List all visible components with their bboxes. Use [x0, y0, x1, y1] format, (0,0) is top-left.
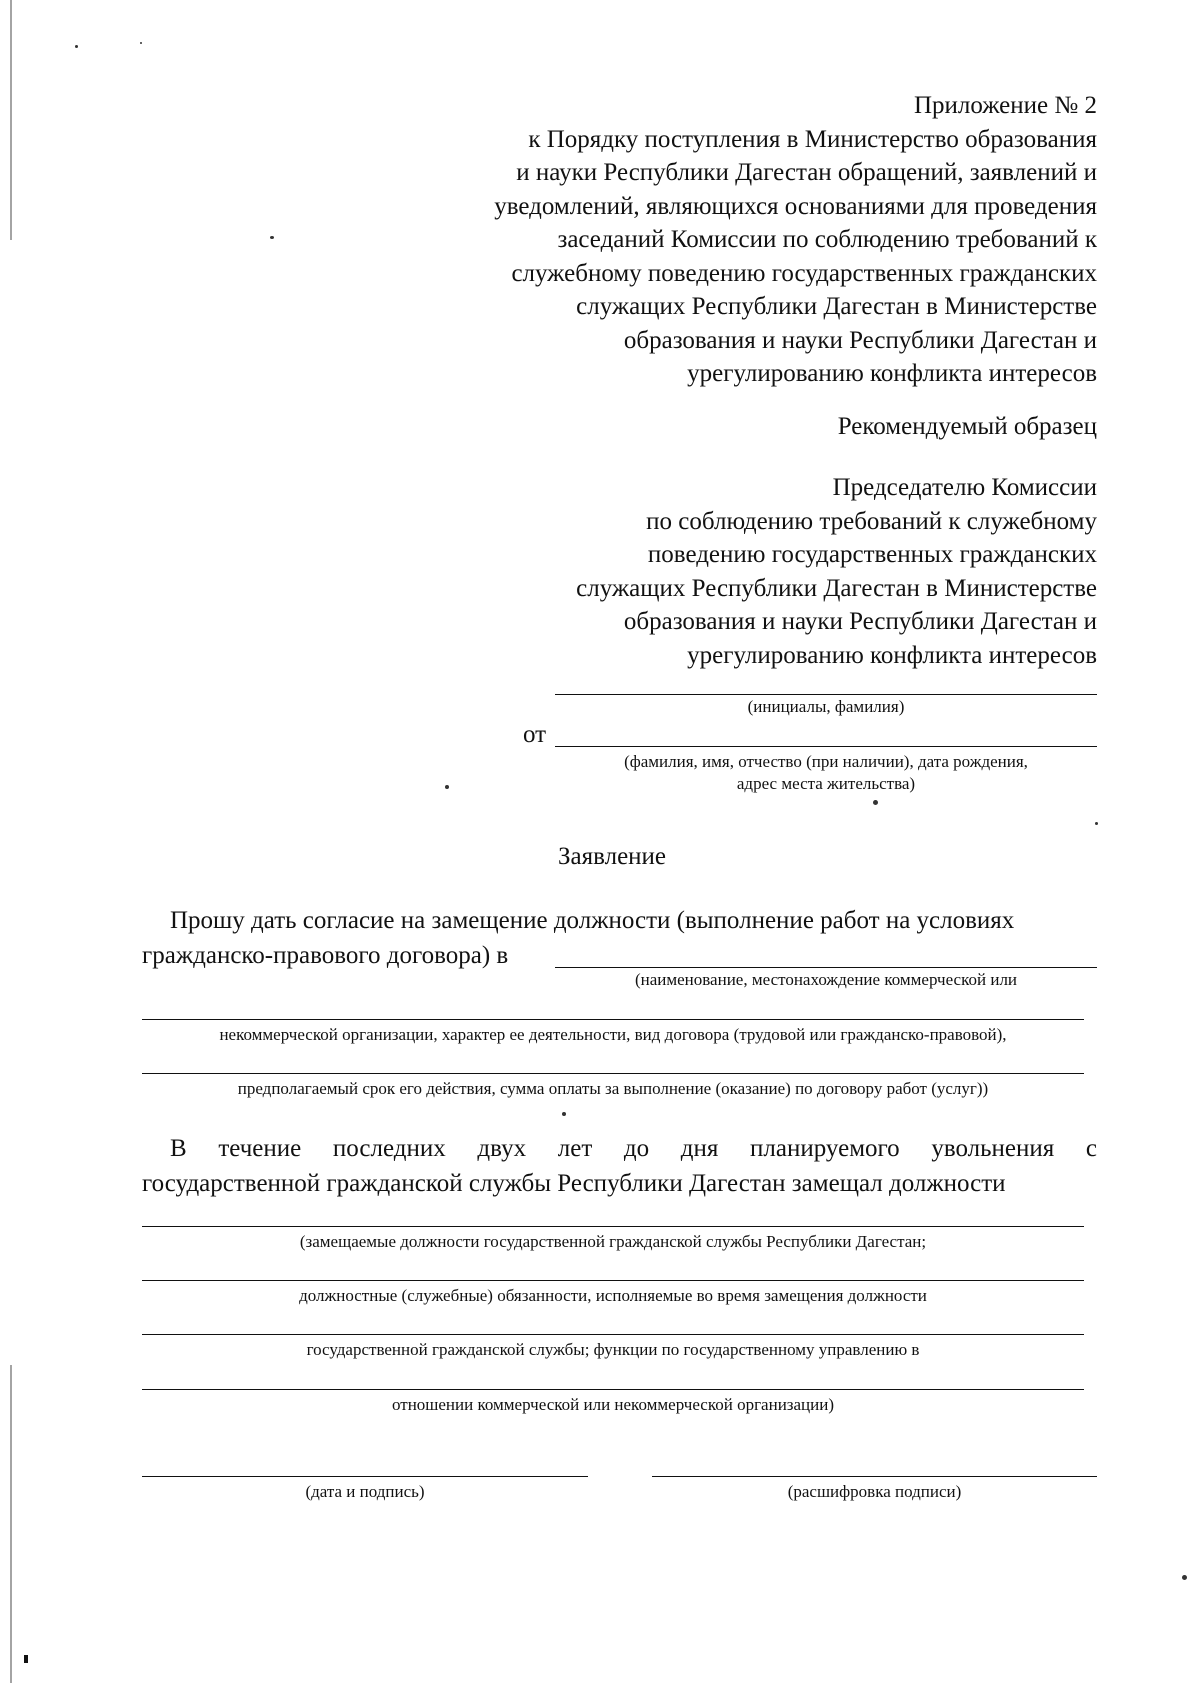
signature-decode-line[interactable]	[652, 1476, 1097, 1477]
request-caption-1: (наименование, местонахождение коммерческой или	[634, 970, 1018, 989]
scan-edge-lower	[10, 1365, 12, 1683]
addressee-line: образования и науки Республики Дагестан и	[623, 608, 1097, 635]
appendix-line: образования и науки Республики Дагестан и	[623, 326, 1097, 354]
positions-blank-line-1[interactable]	[142, 1226, 1084, 1227]
positions-blank-line-4[interactable]	[142, 1389, 1084, 1390]
from-caption-line1: (фамилия, имя, отчество (при наличии), дата рождения,	[624, 752, 1028, 771]
appendix-line: к Порядку поступления в Министерство образования	[528, 125, 1097, 153]
service-caption-4: отношении коммерческой или некоммерческой организации)	[391, 1395, 835, 1414]
request-caption-2: некоммерческой организации, характер ее деятельности, вид договора (трудовой или гражданско-правовой),	[219, 1025, 1007, 1044]
scan-speck	[140, 42, 142, 44]
service-caption-1: (замещаемые должности государственной гражданской службы Республики Дагестан;	[299, 1232, 927, 1251]
appendix-line: уведомлений, являющихся основаниями для проведения	[494, 192, 1097, 220]
organization-blank-line-3[interactable]	[142, 1073, 1084, 1074]
scan-speck	[562, 1112, 566, 1116]
initials-caption: (инициалы, фамилия)	[747, 697, 905, 716]
scan-speck	[1095, 822, 1098, 825]
organization-blank-line[interactable]	[555, 967, 1097, 968]
scan-speck	[24, 1655, 28, 1663]
service-caption-2: должностные (служебные) обязанности, исполняемые во время замещения должности	[299, 1286, 927, 1305]
scan-speck	[270, 236, 274, 239]
scan-speck	[75, 45, 78, 48]
addressee-line: служащих Республики Дагестан в Министерстве	[576, 574, 1097, 602]
appendix-line: урегулированию конфликта интересов	[687, 360, 1097, 387]
appendix-line: заседаний Комиссии по соблюдению требований к	[557, 226, 1097, 253]
scan-speck	[445, 785, 449, 789]
from-caption-line2: адрес места жительства)	[736, 774, 916, 793]
recommended-text: Рекомендуемый образец	[837, 413, 1097, 440]
scan-edge-upper	[10, 0, 12, 240]
document-heading: Заявление	[558, 843, 667, 870]
positions-blank-line-3[interactable]	[142, 1334, 1084, 1335]
service-caption-3: государственной гражданской службы; функции по государственному управлению в	[306, 1340, 920, 1359]
request-line-1: Прошу дать согласие на замещение должности (выполнение работ на условиях	[170, 907, 1015, 934]
from-blank-line[interactable]	[555, 746, 1097, 747]
request-line-2: гражданско-правового договора) в	[142, 942, 509, 969]
signature-decode-caption: (расшифровка подписи)	[787, 1482, 962, 1501]
initials-blank-line[interactable]	[555, 694, 1097, 695]
date-signature-line[interactable]	[142, 1476, 588, 1477]
service-line-2: государственной гражданской службы Республики Дагестан замещал должности	[142, 1170, 1006, 1197]
addressee-line: урегулированию конфликта интересов	[687, 641, 1097, 669]
recommended-sample-label	[838, 410, 1097, 444]
addressee-line: Председателю Комиссии	[832, 474, 1097, 501]
scan-speck	[1182, 1575, 1187, 1580]
positions-blank-line-2[interactable]	[142, 1280, 1084, 1281]
request-caption-3: предполагаемый срок его действия, сумма оплаты за выполнение (оказание) по договору работ (услуг))	[237, 1079, 989, 1098]
appendix-line: служащих Республики Дагестан в Министерстве	[576, 293, 1097, 320]
addressee-line: по соблюдению требований к служебному	[646, 507, 1097, 535]
addressee-line: поведению государственных гражданских	[647, 541, 1097, 568]
appendix-header	[494, 89, 1097, 391]
scan-speck	[873, 800, 878, 805]
organization-blank-line-2[interactable]	[142, 1019, 1084, 1020]
appendix-line: Приложение № 2	[913, 92, 1097, 119]
service-line-1: В течение последних двух лет до дня планируемого увольнения с	[170, 1135, 1097, 1162]
appendix-line: служебному поведению государственных гражданских	[511, 259, 1097, 287]
addressee-block	[576, 471, 1097, 672]
appendix-line: и науки Республики Дагестан обращений, заявлений и	[516, 159, 1097, 186]
from-label: от	[523, 721, 547, 748]
date-signature-caption: (дата и подпись)	[305, 1482, 425, 1501]
